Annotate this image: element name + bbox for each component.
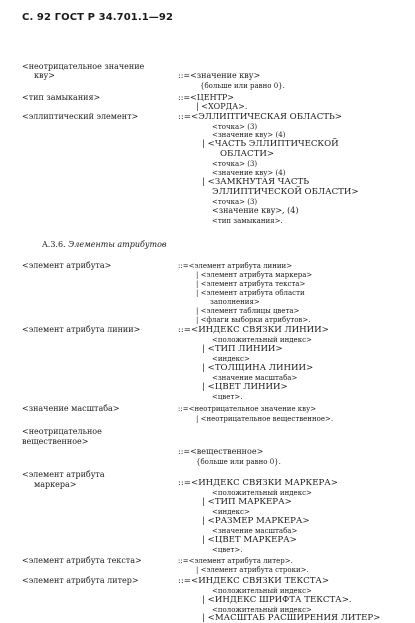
rule-definition: <положительный индекс>: [212, 489, 312, 497]
rule-definition: <индекс>: [212, 508, 250, 516]
rule-definition: <значение кву>, (4): [212, 206, 299, 215]
rule-name: маркера>: [34, 480, 77, 489]
section-title: Элементы атрибутов: [68, 240, 167, 249]
rule-name: вещественное>: [22, 437, 89, 446]
rule-name: кву>: [34, 71, 55, 80]
rule-definition: <положительный индекс>: [212, 606, 312, 614]
rule-definition: | <элемент атрибута области: [196, 289, 305, 297]
rule-definition: <значение масштаба>: [212, 527, 298, 535]
rule-definition: ОБЛАСТИ>: [220, 149, 275, 159]
rule-name: <элемент атрибута линии>: [22, 325, 141, 334]
rule-definition: | <ЗАМКНУТАЯ ЧАСТЬ: [202, 177, 310, 187]
rule-definition: заполнения>: [210, 298, 260, 306]
rule-definition: ::=<ЭЛЛИПТИЧЕСКАЯ ОБЛАСТЬ>: [178, 112, 342, 122]
rule-definition: <тип замыкания>.: [212, 217, 283, 225]
rule-definition: ::=<ИНДЕКС СВЯЗКИ ЛИНИИ>: [178, 325, 329, 335]
rule-definition: | <флаги выборки атрибутов>.: [196, 316, 311, 324]
rule-definition: ::=<элемент атрибута литер>.: [178, 557, 293, 565]
rule-definition: <значение масштаба>: [212, 374, 298, 382]
rule-definition: ::=<вещественное>: [178, 447, 264, 456]
rule-definition: | <ЦВЕТ МАРКЕРА>: [202, 535, 297, 545]
rule-definition: | <РАЗМЕР МАРКЕРА>: [202, 516, 310, 526]
rule-definition: <точка> (3): [212, 123, 258, 131]
section-number: A.3.6.: [42, 240, 66, 249]
rule-definition: | <ТОЛЩИНА ЛИНИИ>: [202, 363, 314, 373]
rule-definition: | <элемент атрибута маркера>: [196, 271, 313, 279]
rule-name: <тип замыкания>: [22, 93, 101, 102]
rule-definition: {больше или равно 0}.: [200, 82, 285, 90]
rule-definition: <значение кву> (4): [212, 169, 286, 177]
rule-name: <элемент атрибута: [22, 470, 105, 479]
rule-definition: | <МАСШТАБ РАСШИРЕНИЯ ЛИТЕР>: [202, 613, 381, 623]
rule-definition: <цвет>.: [212, 546, 243, 554]
rule-name: <элемент атрибута текста>: [22, 556, 142, 565]
rule-definition: ::=<ЦЕНТР>: [178, 93, 235, 102]
rule-definition: | <ЦВЕТ ЛИНИИ>: [202, 382, 288, 392]
rule-name: <эллиптический элемент>: [22, 112, 139, 121]
rule-definition: ::=<значение кву>: [178, 71, 261, 80]
rule-definition: ::=<элемент атрибута линии>: [178, 262, 293, 270]
rule-definition: | <ХОРДА>.: [196, 102, 248, 111]
rule-definition: | <элемент атрибута строки>.: [196, 566, 309, 574]
rule-definition: | <элемент таблицы цвета>: [196, 307, 300, 315]
rule-definition: | <ТИП МАРКЕРА>: [202, 497, 292, 507]
section-heading: [42, 240, 167, 249]
rule-definition: <положительный индекс>: [212, 336, 312, 344]
rule-definition: {больше или равно 0}.: [196, 458, 281, 466]
rule-definition: | <ЧАСТЬ ЭЛЛИПТИЧЕСКОЙ: [202, 139, 339, 149]
rule-definition: <положительный индекс>: [212, 587, 312, 595]
rule-name: <элемент атрибута>: [22, 261, 112, 270]
rule-name: <элемент атрибута литер>: [22, 576, 139, 585]
rule-definition: ЭЛЛИПТИЧЕСКОЙ ОБЛАСТИ>: [212, 187, 359, 197]
rule-definition: | <ТИП ЛИНИИ>: [202, 344, 283, 354]
rule-name: <неотрицательное: [22, 427, 102, 436]
rule-definition: ::=<ИНДЕКС СВЯЗКИ ТЕКСТА>: [178, 576, 330, 586]
rule-definition: <точка> (3): [212, 198, 258, 206]
rule-definition: ::=<ИНДЕКС СВЯЗКИ МАРКЕРА>: [178, 478, 338, 488]
rule-definition: ::=<неотрицательное значение кву>: [178, 405, 317, 413]
rule-definition: <значение кву> (4): [212, 131, 286, 139]
page-header: С. 92 ГОСТ Р 34.701.1—92: [22, 12, 174, 23]
rule-name: <значение масштаба>: [22, 404, 120, 413]
rule-definition: | <ИНДЕКС ШРИФТА ТЕКСТА>.: [202, 595, 352, 605]
rule-definition: <индекс>: [212, 355, 250, 363]
rule-name: <неотрицательное значение: [22, 62, 145, 71]
rule-definition: <цвет>.: [212, 393, 243, 401]
rule-definition: | <неотрицательное вещественное>.: [196, 415, 334, 423]
rule-definition: <точка> (3): [212, 160, 258, 168]
rule-definition: | <элемент атрибута текста>: [196, 280, 306, 288]
